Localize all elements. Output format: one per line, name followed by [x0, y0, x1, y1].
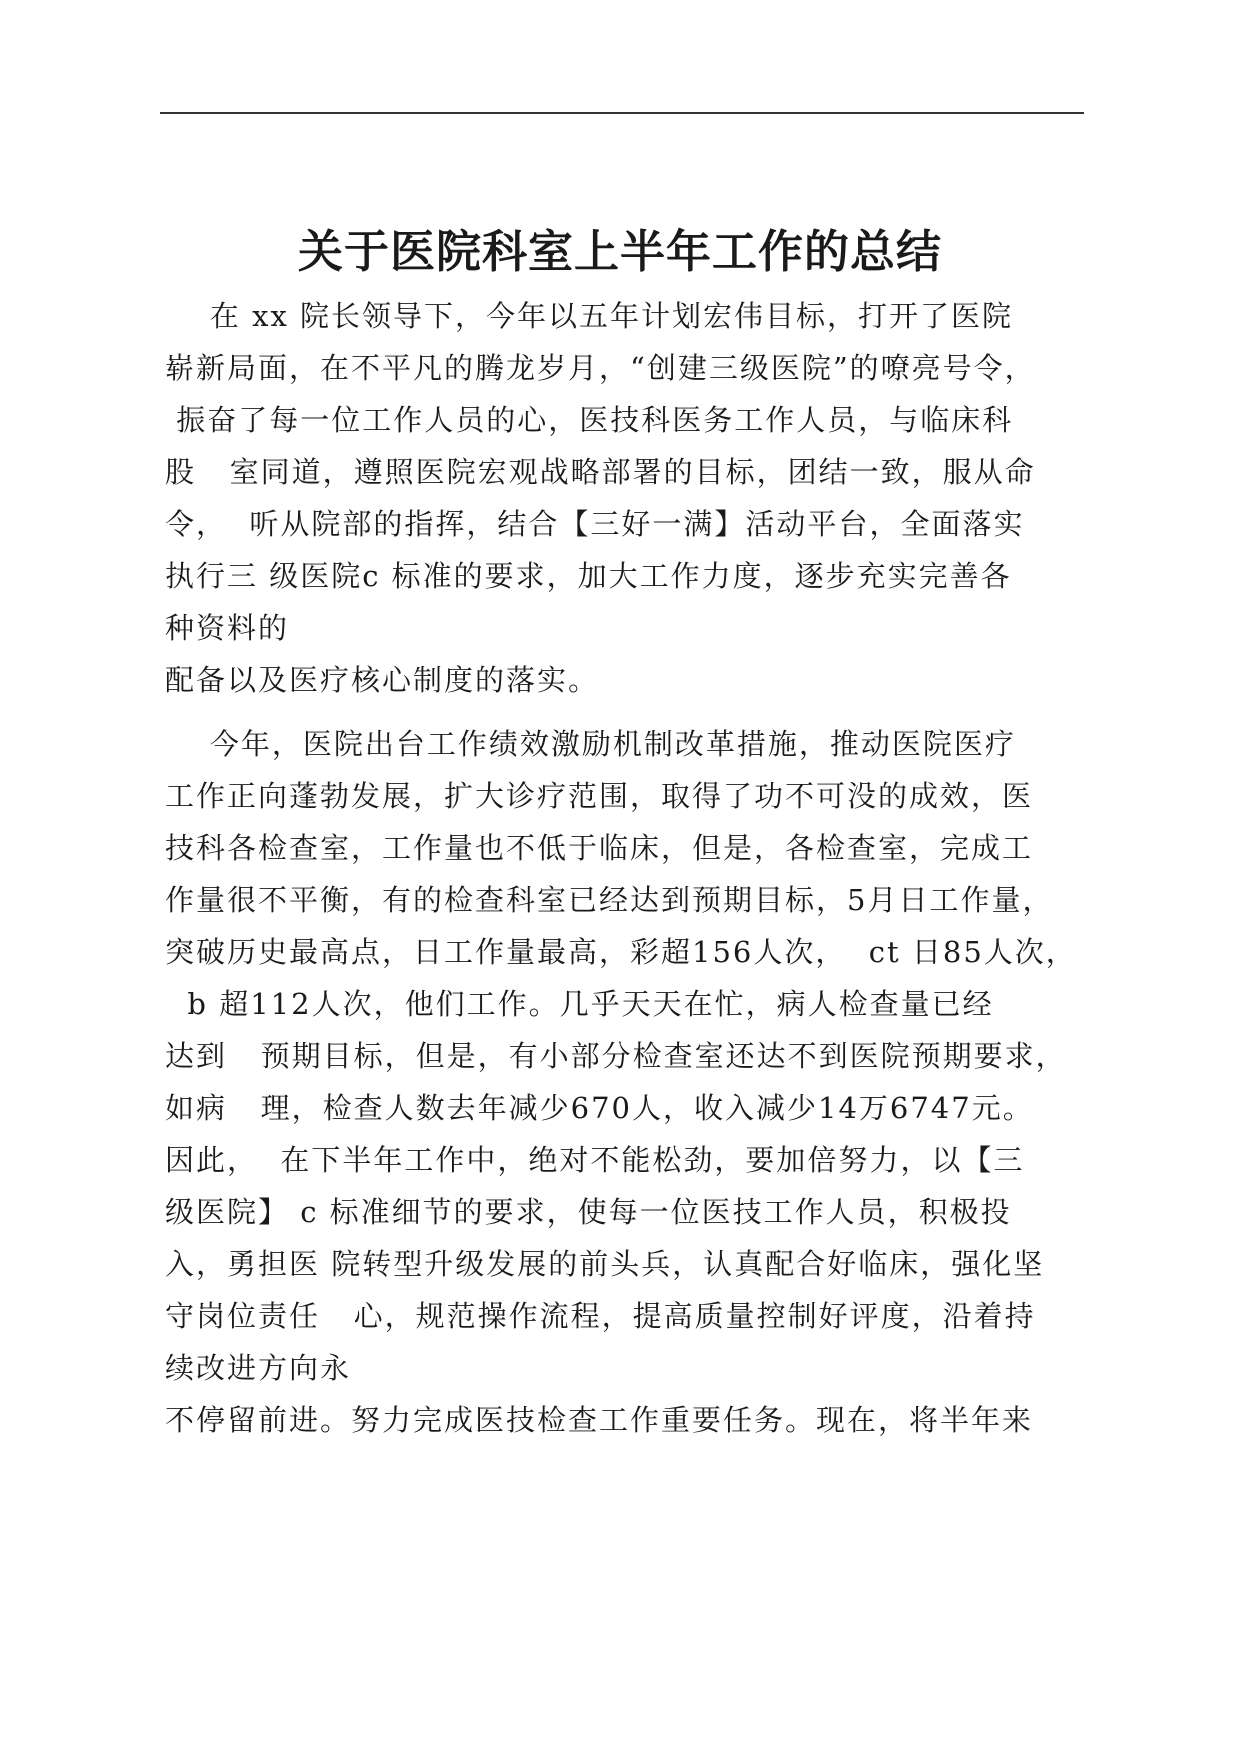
text-line: 不停留前进。努力完成医技检查工作重要任务。现在，将半年来 [165, 1403, 1034, 1437]
text-line: 级医院】 c 标准细节的要求，使每一位医技工作人员，积极投 [165, 1195, 1012, 1229]
document-body [165, 290, 1095, 1446]
text-line: 守岗位责任 心，规范操作流程，提高质量控制好评度，沿着持 [165, 1299, 1036, 1333]
text-line: 崭新局面，在不平凡的腾龙岁月，“创建三级医院”的嘹亮号令， [165, 351, 1036, 385]
text-line: 种资料的 [165, 611, 290, 645]
text-line: 工作正向蓬勃发展，扩大诊疗范围，取得了功不可没的成效，医 [165, 779, 1034, 813]
text-line: 因此， 在下半年工作中，绝对不能松劲，要加倍努力，以【三 [165, 1143, 1025, 1177]
text-line: 技科各检查室，工作量也不低于临床，但是，各检查室，完成工 [165, 831, 1034, 865]
text-line: 配备以及医疗核心制度的落实。 [165, 663, 600, 697]
text-line: 在 xx 院长领导下，今年以五年计划宏伟目标，打开了医院 [165, 299, 1014, 333]
paragraph [165, 290, 1095, 706]
text-line: 续改进方向永 [165, 1351, 352, 1385]
text-line: 作量很不平衡，有的检查科室已经达到预期目标，5月日工作量， [165, 883, 1054, 917]
text-line: 如病 理，检查人数去年减少670人，收入减少14万6747元。 [165, 1091, 1034, 1125]
text-line: 今年，医院出台工作绩效激励机制改革措施，推动医院医疗 [165, 727, 1016, 761]
text-line: 达到 预期目标，但是，有小部分检查室还达不到医院预期要求， [165, 1039, 1067, 1073]
document-title: 关于医院科室上半年工作的总结 [297, 225, 942, 278]
text-line: 振奋了每一位工作人员的心，医技科医务工作人员，与临床科 [165, 403, 1014, 437]
text-line: b 超112人次，他们工作。几乎天天在忙，病人检查量已经 [165, 987, 994, 1021]
text-line: 执行三 级医院c 标准的要求，加大工作力度，逐步充实完善各 [165, 559, 1012, 593]
paragraph-gap [165, 706, 1095, 718]
text-line: 突破历史最高点，日工作量最高，彩超156人次， ct 日85人次， [165, 935, 1077, 969]
text-line: 股 室同道，遵照医院宏观战略部署的目标，团结一致，服从命 [165, 455, 1036, 489]
text-line: 令， 听从院部的指挥，结合【三好一满】活动平台，全面落实 [165, 507, 1025, 541]
header-rule [160, 112, 1084, 114]
text-line: 入，勇担医 院转型升级发展的前头兵，认真配合好临床，强化坚 [165, 1247, 1045, 1281]
paragraph [165, 718, 1095, 1446]
